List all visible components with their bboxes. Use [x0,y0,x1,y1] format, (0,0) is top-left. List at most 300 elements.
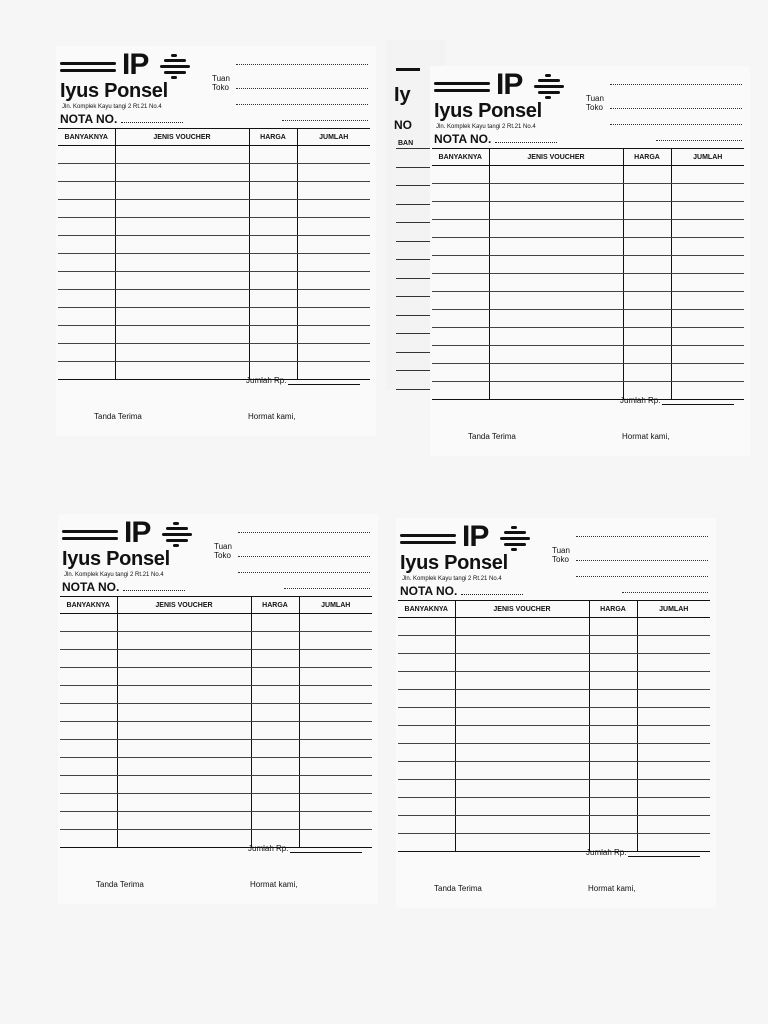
table-cell[interactable] [251,776,299,794]
table-cell[interactable] [60,650,117,668]
toko-label: Toko [212,83,229,92]
table-cell[interactable] [297,326,370,344]
back-copy-row-line [396,241,430,242]
shop-address: Jln. Komplek Kayu tangi 2 Rt.21 No.4 [402,576,502,582]
table-cell[interactable] [489,382,623,400]
table-cell[interactable] [58,290,115,308]
table-cell[interactable] [117,632,251,650]
table-cell[interactable] [455,672,589,690]
nota-number-label: NOTA NO. [400,584,523,598]
table-cell[interactable] [589,780,637,798]
table-cell[interactable] [671,364,744,382]
table-row [58,218,370,236]
table-cell[interactable] [117,812,251,830]
back-copy-row-line [396,148,430,149]
table-cell[interactable] [623,202,671,220]
table-cell[interactable] [398,816,455,834]
table-cell[interactable] [60,722,117,740]
table-cell[interactable] [115,200,249,218]
toko-dotted-line[interactable] [610,124,742,125]
table-cell[interactable] [671,238,744,256]
table-row [58,236,370,254]
table-cell[interactable] [398,798,455,816]
table-cell[interactable] [117,794,251,812]
table-cell[interactable] [432,220,489,238]
sender-signature-label: Hormat kami, [250,880,298,889]
table-cell[interactable] [299,722,372,740]
nota-form [430,66,750,456]
table-cell[interactable] [299,686,372,704]
back-copy-row-line [396,296,430,297]
table-cell[interactable] [589,654,637,672]
table-cell[interactable] [398,654,455,672]
table-row [432,238,744,256]
table-cell[interactable] [455,708,589,726]
table-cell[interactable] [455,816,589,834]
table-cell[interactable] [623,220,671,238]
header-dotted-line[interactable] [236,64,368,65]
table-row [60,686,372,704]
table-cell[interactable] [117,740,251,758]
tuan-dotted-line[interactable] [576,560,708,561]
table-row [432,274,744,292]
table-row [432,220,744,238]
table-cell[interactable] [432,328,489,346]
table-cell[interactable] [297,290,370,308]
table-cell[interactable] [455,654,589,672]
table-row [60,758,372,776]
table-cell[interactable] [637,654,710,672]
table-cell[interactable] [671,202,744,220]
table-cell[interactable] [489,364,623,382]
table-cell[interactable] [623,292,671,310]
table-cell[interactable] [455,780,589,798]
table-cell[interactable] [58,218,115,236]
table-cell[interactable] [58,200,115,218]
table-cell[interactable] [115,254,249,272]
table-cell[interactable] [251,794,299,812]
table-cell[interactable] [432,238,489,256]
table-cell[interactable] [58,164,115,182]
table-cell[interactable] [58,182,115,200]
nota-number-field[interactable] [461,594,523,595]
extra-dotted-line[interactable] [656,140,742,141]
table-cell[interactable] [489,220,623,238]
table-cell[interactable] [251,758,299,776]
table-cell[interactable] [299,812,372,830]
table-cell[interactable] [398,762,455,780]
table-cell[interactable] [637,780,710,798]
table-cell[interactable] [589,636,637,654]
col-banyaknya: BANYAKNYA [398,601,455,618]
table-cell[interactable] [637,816,710,834]
table-cell[interactable] [115,308,249,326]
col-jumlah: JUMLAH [299,597,372,614]
table-row [60,812,372,830]
table-cell[interactable] [251,632,299,650]
table-cell[interactable] [115,290,249,308]
table-row [432,202,744,220]
nota-number-field[interactable] [121,122,183,123]
table-cell[interactable] [251,650,299,668]
table-cell[interactable] [671,256,744,274]
table-cell[interactable] [115,326,249,344]
table-cell[interactable] [60,632,117,650]
table-row [432,184,744,202]
table-cell[interactable] [115,218,249,236]
table-row [398,708,710,726]
col-jumlah: JUMLAH [297,129,370,146]
table-cell[interactable] [589,744,637,762]
back-copy-row-line [396,315,430,316]
table-cell[interactable] [115,146,249,164]
table-cell[interactable] [637,672,710,690]
customer-labels [214,542,232,560]
table-cell[interactable] [432,256,489,274]
table-cell[interactable] [251,614,299,632]
table-cell[interactable] [589,672,637,690]
extra-dotted-line[interactable] [622,592,708,593]
table-cell[interactable] [489,328,623,346]
col-jumlah: JUMLAH [637,601,710,618]
table-cell[interactable] [60,668,117,686]
col-banyaknya: BANYAKNYA [60,597,117,614]
table-cell[interactable] [623,256,671,274]
receiver-signature-label: Tanda Terima [96,880,144,889]
table-cell[interactable] [249,182,297,200]
table-cell[interactable] [398,744,455,762]
table-cell[interactable] [455,762,589,780]
table-cell[interactable] [58,308,115,326]
shop-name-fragment: Iy [394,84,411,106]
table-row [60,722,372,740]
toko-dotted-line[interactable] [236,104,368,105]
table-cell[interactable] [249,200,297,218]
table-cell[interactable] [297,200,370,218]
table-cell[interactable] [299,614,372,632]
table-cell[interactable] [115,344,249,362]
col-banyaknya: BANYAKNYA [58,129,115,146]
voucher-items-table [432,148,744,400]
table-cell[interactable] [60,740,117,758]
total-field[interactable] [290,846,362,853]
total-field[interactable] [628,850,700,857]
tuan-dotted-line[interactable] [238,556,370,557]
table-cell[interactable] [58,254,115,272]
table-cell[interactable] [58,146,115,164]
table-row [398,654,710,672]
table-cell[interactable] [58,326,115,344]
toko-dotted-line[interactable] [576,576,708,577]
table-cell[interactable] [489,274,623,292]
table-cell[interactable] [671,346,744,364]
voucher-items-table [398,600,710,852]
logo-coil-mark [160,54,192,82]
table-cell[interactable] [623,328,671,346]
logo-speed-line [60,62,116,65]
table-cell[interactable] [637,618,710,636]
table-row [60,776,372,794]
table-cell[interactable] [299,668,372,686]
table-cell[interactable] [455,744,589,762]
col-jenis-voucher: JENIS VOUCHER [489,149,623,166]
table-cell[interactable] [249,308,297,326]
table-cell[interactable] [117,704,251,722]
table-cell[interactable] [117,614,251,632]
table-row [58,326,370,344]
table-cell[interactable] [637,762,710,780]
header-dotted-line[interactable] [576,536,708,537]
table-row [432,310,744,328]
table-cell[interactable] [432,202,489,220]
tuan-dotted-line[interactable] [610,108,742,109]
table-cell[interactable] [623,238,671,256]
table-cell[interactable] [637,636,710,654]
table-cell[interactable] [115,362,249,380]
table-cell[interactable] [489,238,623,256]
table-cell[interactable] [251,722,299,740]
total-field[interactable] [662,398,734,405]
table-cell[interactable] [455,618,589,636]
table-cell[interactable] [60,776,117,794]
table-cell[interactable] [251,812,299,830]
table-cell[interactable] [117,686,251,704]
table-row [432,364,744,382]
table-cell[interactable] [398,726,455,744]
table-cell[interactable] [117,650,251,668]
table-cell[interactable] [623,310,671,328]
table-cell[interactable] [60,614,117,632]
table-cell[interactable] [297,218,370,236]
table-cell[interactable] [432,346,489,364]
table-row [60,704,372,722]
table-row [398,618,710,636]
table-cell[interactable] [115,164,249,182]
table-row [432,166,744,184]
back-copy-row-line [396,389,430,390]
table-cell[interactable] [489,256,623,274]
table-cell[interactable] [623,184,671,202]
table-cell[interactable] [58,236,115,254]
table-cell[interactable] [117,776,251,794]
table-cell[interactable] [251,740,299,758]
nota-number-field[interactable] [123,590,185,591]
table-cell[interactable] [671,328,744,346]
table-cell[interactable] [297,308,370,326]
table-cell[interactable] [297,344,370,362]
table-cell[interactable] [589,762,637,780]
table-cell[interactable] [455,834,589,852]
toko-dotted-line[interactable] [238,572,370,573]
logo-ip-text: IP [496,68,523,101]
table-cell[interactable] [489,310,623,328]
table-cell[interactable] [398,672,455,690]
table-cell[interactable] [455,636,589,654]
nota-number-field[interactable] [495,142,557,143]
total-label: Jumlah Rp. [586,848,627,857]
table-cell[interactable] [249,272,297,290]
voucher-items-table [60,596,372,848]
table-cell[interactable] [589,708,637,726]
table-cell[interactable] [489,166,623,184]
back-copy-row-line [396,370,430,371]
shop-address: Jln. Komplek Kayu tangi 2 Rt.21 No.4 [62,104,162,110]
table-cell[interactable] [623,166,671,184]
table-cell[interactable] [60,812,117,830]
table-cell[interactable] [489,202,623,220]
table-cell[interactable] [432,292,489,310]
table-row [432,292,744,310]
table-cell[interactable] [249,236,297,254]
back-copy-row-line [396,185,430,186]
table-cell[interactable] [589,798,637,816]
table-cell[interactable] [637,744,710,762]
voucher-items-table [58,128,370,380]
table-cell[interactable] [398,708,455,726]
table-cell[interactable] [251,686,299,704]
table-cell[interactable] [60,794,117,812]
table-cell[interactable] [299,758,372,776]
table-cell[interactable] [623,346,671,364]
table-cell[interactable] [297,164,370,182]
table-cell[interactable] [455,726,589,744]
table-cell[interactable] [117,830,251,848]
table-cell[interactable] [249,344,297,362]
table-cell[interactable] [398,780,455,798]
table-cell[interactable] [297,272,370,290]
table-cell[interactable] [432,274,489,292]
nota-number-label: NOTA NO. [62,580,185,594]
logo-speed-line [62,530,118,533]
table-row [58,200,370,218]
table-cell[interactable] [671,166,744,184]
table-cell[interactable] [249,164,297,182]
logo-bar-fragment [396,68,420,71]
table-cell[interactable] [398,690,455,708]
table-cell[interactable] [623,364,671,382]
table-cell[interactable] [637,690,710,708]
table-cell[interactable] [299,794,372,812]
table-cell[interactable] [489,346,623,364]
table-cell[interactable] [398,618,455,636]
table-cell[interactable] [671,184,744,202]
table-cell[interactable] [589,690,637,708]
table-cell[interactable] [299,650,372,668]
total-label: Jumlah Rp. [620,396,661,405]
col-harga: HARGA [251,597,299,614]
table-cell[interactable] [58,344,115,362]
table-cell[interactable] [58,272,115,290]
table-cell[interactable] [637,708,710,726]
table-cell[interactable] [455,690,589,708]
table-cell[interactable] [249,146,297,164]
toko-label: Toko [552,555,569,564]
table-cell[interactable] [671,274,744,292]
table-cell[interactable] [432,166,489,184]
table-cell[interactable] [60,704,117,722]
table-cell[interactable] [115,272,249,290]
table-cell[interactable] [249,290,297,308]
table-cell[interactable] [489,292,623,310]
header-dotted-line[interactable] [610,84,742,85]
table-cell[interactable] [432,310,489,328]
table-cell[interactable] [432,364,489,382]
table-cell[interactable] [297,254,370,272]
table-cell[interactable] [251,704,299,722]
tuan-label: Tuan [212,74,230,83]
table-cell[interactable] [249,254,297,272]
table-row [398,636,710,654]
table-cell[interactable] [589,816,637,834]
extra-dotted-line[interactable] [284,588,370,589]
table-cell[interactable] [58,362,115,380]
table-cell[interactable] [489,184,623,202]
table-cell[interactable] [589,726,637,744]
table-cell[interactable] [671,220,744,238]
customer-labels [212,74,230,92]
table-cell[interactable] [117,722,251,740]
customer-labels [586,94,604,112]
total-field[interactable] [288,378,360,385]
table-cell[interactable] [249,326,297,344]
back-copy-row-line [396,204,430,205]
table-cell[interactable] [623,274,671,292]
table-cell[interactable] [117,668,251,686]
extra-dotted-line[interactable] [282,120,368,121]
logo-coil-mark [162,522,194,550]
table-cell[interactable] [398,636,455,654]
table-cell[interactable] [249,218,297,236]
logo-speed-line [400,541,456,544]
table-cell[interactable] [299,632,372,650]
nota-number-label: NOTA NO. [60,112,183,126]
table-cell[interactable] [297,146,370,164]
table-cell[interactable] [60,830,117,848]
table-cell[interactable] [398,834,455,852]
tuan-dotted-line[interactable] [236,88,368,89]
table-cell[interactable] [299,740,372,758]
table-cell[interactable] [117,758,251,776]
table-cell[interactable] [251,668,299,686]
table-row [58,164,370,182]
table-cell[interactable] [637,726,710,744]
table-cell[interactable] [299,776,372,794]
table-cell[interactable] [671,292,744,310]
table-row [60,632,372,650]
shop-address: Jln. Komplek Kayu tangi 2 Rt.21 No.4 [436,124,536,130]
table-cell[interactable] [589,618,637,636]
table-cell[interactable] [297,182,370,200]
table-cell[interactable] [115,182,249,200]
tuan-label: Tuan [214,542,232,551]
table-cell[interactable] [455,798,589,816]
table-cell[interactable] [60,686,117,704]
header-dotted-line[interactable] [238,532,370,533]
table-cell[interactable] [432,184,489,202]
table-cell[interactable] [637,798,710,816]
table-cell[interactable] [60,758,117,776]
table-row [60,794,372,812]
table-cell[interactable] [299,704,372,722]
table-row [60,668,372,686]
table-cell[interactable] [297,236,370,254]
table-row [432,328,744,346]
table-cell[interactable] [671,310,744,328]
logo-ip-text: IP [462,520,489,553]
back-copy-row-line [396,259,430,260]
table-cell[interactable] [115,236,249,254]
table-cell[interactable] [432,382,489,400]
